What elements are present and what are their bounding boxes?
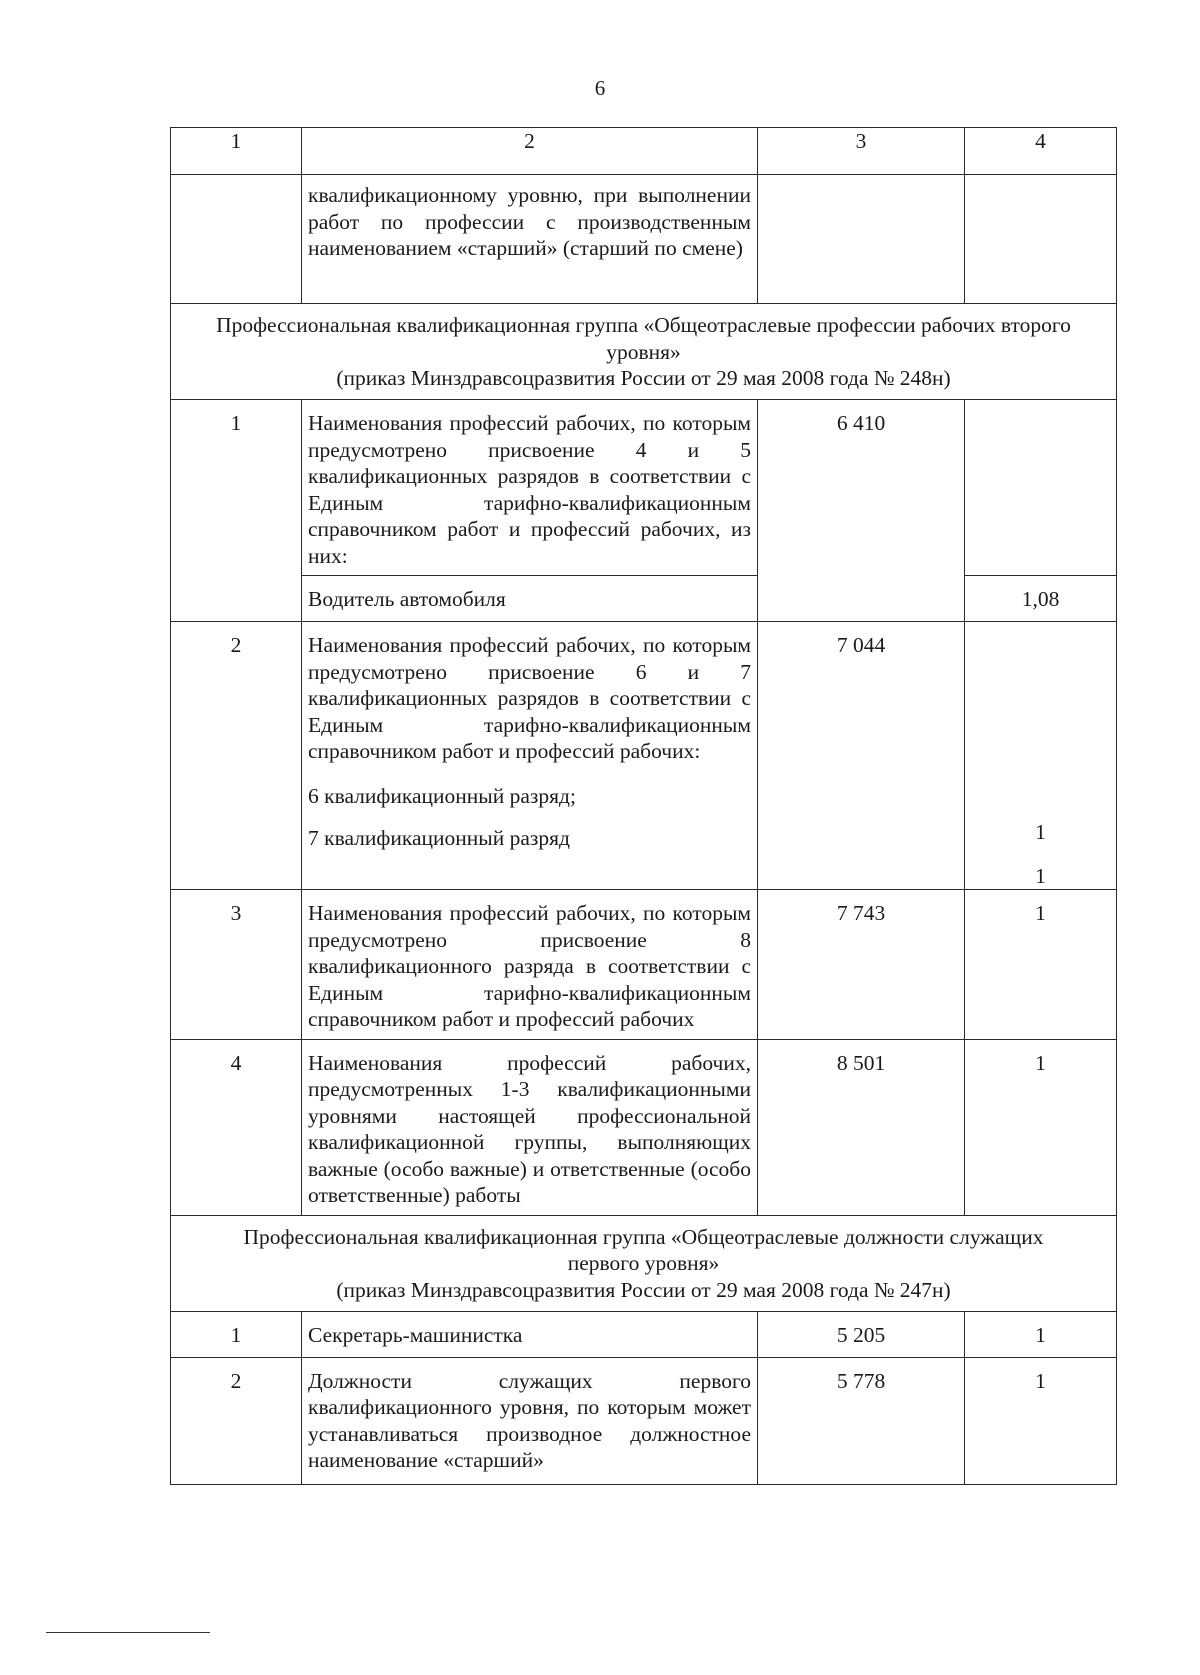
- row-text: Наименования профессий рабочих, предусмотренных 1-3 квалификационными уровнями настоящей профессиональной квалификационной группы, выполняющих важные (особо важные) и ответственные (особо ответственные) работы: [302, 1039, 758, 1215]
- subrow-text: Водитель автомобиля: [302, 576, 758, 622]
- row-text: Наименования профессий рабочих, по которым предусмотрено присвоение 4 и 5 квалификационных разрядов в соответствии с Единым тарифно-квалификационным справочником работ и профессий рабочих, из них:: [302, 400, 758, 576]
- header-cell-2: 2: [302, 128, 758, 175]
- header-cell-4: 4: [965, 128, 1117, 175]
- coef-cell: [965, 400, 1117, 576]
- coef-value: 1: [965, 890, 1117, 1040]
- salary-value: 8 501: [758, 1039, 965, 1215]
- continuation-row: [171, 175, 1117, 304]
- group-heading: [171, 304, 1117, 400]
- continuation-text: квалификационному уровню, при выполнении работ по профессии с производственным наименованием «старший» (старший по смене): [302, 175, 758, 304]
- coef-cell: [965, 622, 1117, 890]
- group-title: Профессиональная квалификационная группа «Общеотраслевые должности служащих первого уровня»: [243, 1224, 1044, 1275]
- coef-value: 1: [965, 1039, 1117, 1215]
- group-heading-row: [171, 1215, 1117, 1311]
- table-row: [171, 890, 1117, 1040]
- table-row: [171, 1311, 1117, 1357]
- row-text-cell: [302, 622, 758, 890]
- table-row: [171, 1039, 1117, 1215]
- row-text: Наименования профессий рабочих, по которым предусмотрено присвоение 6 и 7 квалификационных разрядов в соответствии с Единым тарифно-квалификационным справочником работ и профессий рабочих:: [308, 633, 751, 763]
- row-number: 1: [171, 1311, 302, 1357]
- header-cell-3: 3: [758, 128, 965, 175]
- subitem-text: 6 квалификационный разряд;: [308, 783, 576, 808]
- salary-value: 7 743: [758, 890, 965, 1040]
- row-number: 4: [171, 1039, 302, 1215]
- salary-value: 6 410: [758, 400, 965, 622]
- coef-value: 1: [1035, 820, 1046, 844]
- footnote-separator: [46, 1632, 210, 1633]
- page-number: 6: [594, 76, 606, 100]
- coef-value: 1,08: [965, 576, 1117, 622]
- coef-value: 1: [965, 1357, 1117, 1484]
- coef-cell: [965, 175, 1117, 304]
- salary-value: 5 778: [758, 1357, 965, 1484]
- row-number: 1: [171, 400, 302, 622]
- row-number: 2: [171, 622, 302, 890]
- table-row: [171, 400, 1117, 576]
- row-number-cell: [171, 175, 302, 304]
- group-order: (приказ Минздравсоцразвития России от 29 мая 2008 года № 248н): [336, 366, 951, 390]
- salary-value: 5 205: [758, 1311, 965, 1357]
- table-subrow: [171, 576, 1117, 622]
- group-title: Профессиональная квалификационная группа «Общеотраслевые профессии рабочих второго уровня»: [216, 313, 1071, 364]
- row-text: Наименования профессий рабочих, по которым предусмотрено присвоение 8 квалификационного разряда в соответствии с Единым тарифно-квалификационным справочником работ и профессий рабочих: [302, 890, 758, 1040]
- header-cell-1: 1: [171, 128, 302, 175]
- coef-value: 1: [1035, 863, 1046, 888]
- salary-value: 7 044: [758, 622, 965, 890]
- coef-value: 1: [965, 1311, 1117, 1357]
- salary-table: [170, 127, 1117, 1485]
- salary-cell: [758, 175, 965, 304]
- table-row: [171, 622, 1117, 890]
- group-heading-row: [171, 304, 1117, 400]
- row-text: Секретарь-машинистка: [302, 1311, 758, 1357]
- row-number: 2: [171, 1357, 302, 1484]
- table-row: [171, 1357, 1117, 1484]
- subitem-text: 7 квалификационный разряд: [308, 826, 570, 850]
- row-text: Должности служащих первого квалификационного уровня, по которым может устанавливаться производное должностное наименование «старший»: [302, 1357, 758, 1484]
- group-heading: [171, 1215, 1117, 1311]
- table-header-row: [171, 128, 1117, 175]
- row-number: 3: [171, 890, 302, 1040]
- group-order: (приказ Минздравсоцразвития России от 29 мая 2008 года № 247н): [336, 1277, 951, 1302]
